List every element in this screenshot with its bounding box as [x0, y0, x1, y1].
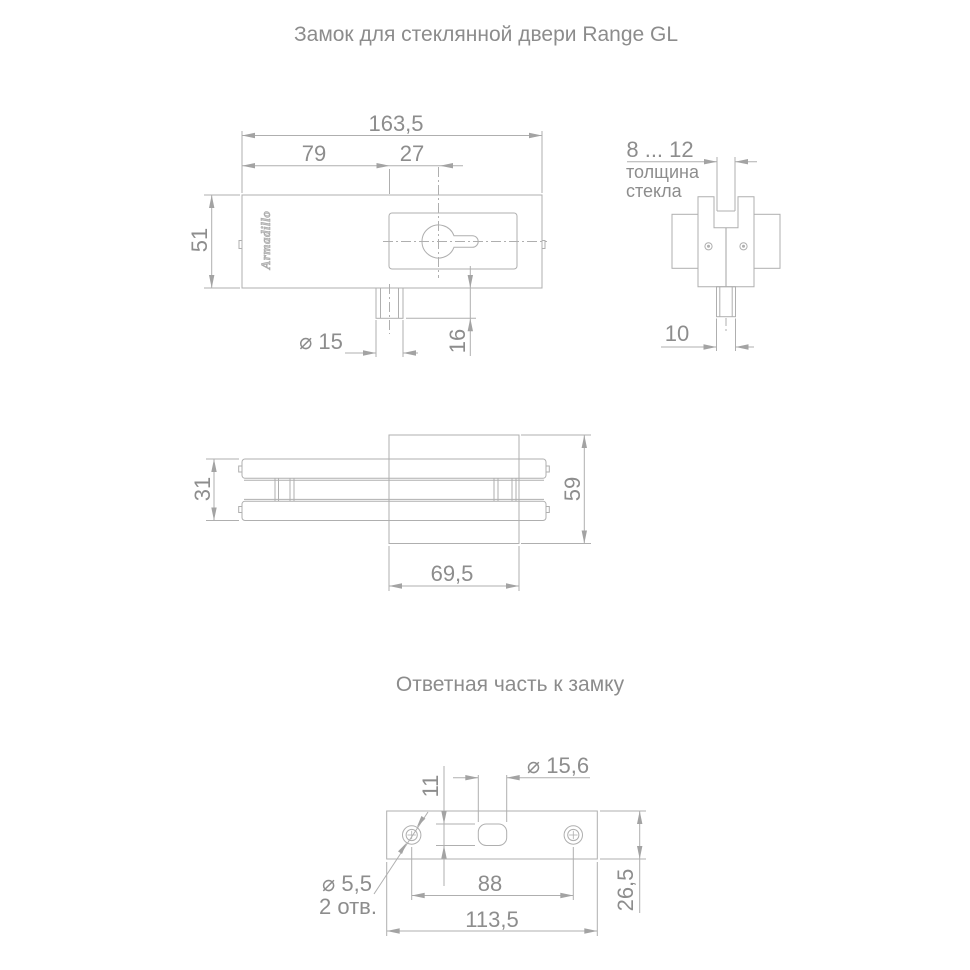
left-flange — [672, 214, 698, 268]
left-clamp-tab — [239, 241, 242, 249]
front-view — [204, 131, 547, 357]
plan-view — [206, 435, 591, 591]
dim-clamp-height: 31 — [190, 476, 215, 502]
lower-clamp-plate — [242, 501, 546, 520]
dim-offset-27: 27 — [399, 141, 425, 166]
glass-note-line1: толщина — [626, 162, 699, 182]
dim-bolt-diameter: ⌀ 15 — [299, 329, 343, 354]
dim-glass-range: 8 ... 12 — [626, 137, 694, 162]
dim-overall-width: 163,5 — [368, 111, 424, 136]
glass-note-line2: стекла — [626, 181, 682, 201]
dim-plate-width: 113,5 — [465, 907, 519, 932]
dim-plate-height: 26,5 — [613, 868, 638, 912]
bolt-slot — [478, 824, 506, 846]
page-title: Замок для стеклянной двери Range GL — [293, 23, 679, 46]
upper-clamp-plate — [242, 459, 546, 478]
cylinder-housing — [389, 435, 519, 544]
dim-hole-spacing: 88 — [477, 871, 503, 896]
dim-offset-79: 79 — [301, 141, 327, 166]
strike-plate-outline — [387, 811, 598, 859]
right-flange — [754, 214, 780, 268]
dim-housing-width: 69,5 — [430, 561, 474, 586]
right-clamp-tab — [542, 241, 545, 249]
dim-pin-width: 10 — [664, 321, 690, 346]
dim-bolt-throw: 16 — [445, 328, 470, 354]
strike-subtitle: Ответная часть к замку — [395, 673, 625, 696]
dim-overall-height: 59 — [560, 476, 585, 502]
dim-slot-height: 11 — [418, 774, 443, 798]
dim-slot-diameter: ⌀ 15,6 — [526, 753, 590, 778]
dim-hole-diameter: ⌀ 5,5 — [322, 871, 372, 896]
dim-hole-count: 2 отв. — [319, 894, 377, 919]
brand-logo: Armadillo — [258, 210, 273, 270]
dim-body-height: 51 — [187, 227, 212, 253]
